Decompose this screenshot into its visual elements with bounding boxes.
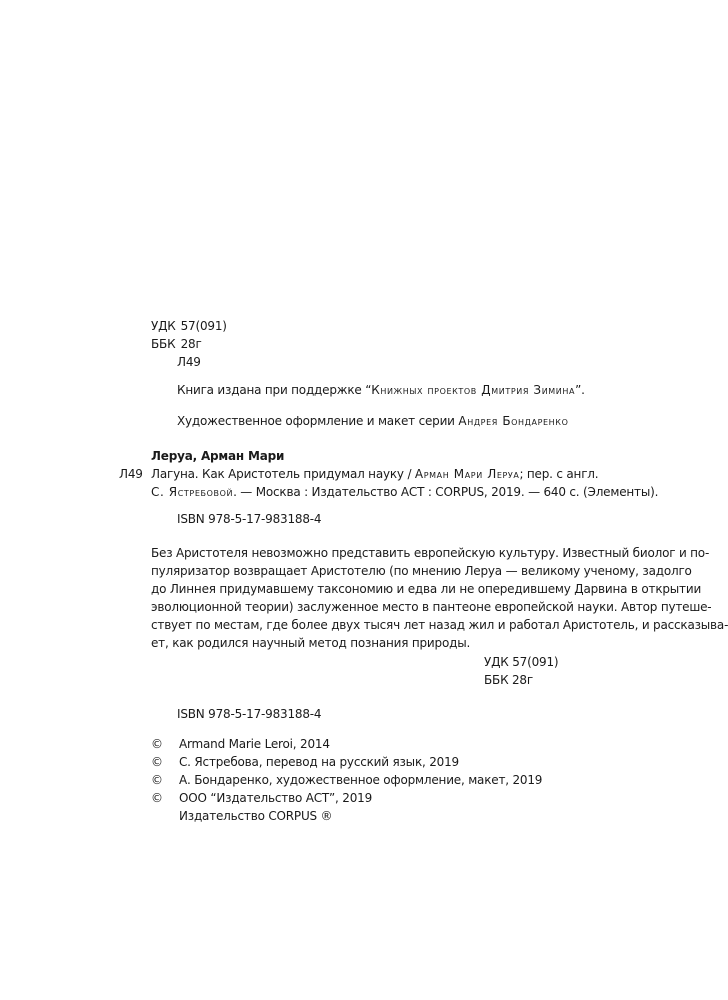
udk-label: УДК [151, 319, 176, 333]
abstract-line: эволюционной теории) заслуженное место в пантеоне европейской науки. Автор путеше- [151, 600, 712, 614]
copyright-line [151, 772, 571, 788]
bib-imprint: . — Москва : Издательство АСТ : CORPUS, 2019. — 640 с. (Элементы). [233, 485, 659, 499]
copyright-line [151, 754, 571, 770]
udk-value: 57(091) [180, 319, 227, 333]
design-note-name: Андрея Бондаренко [458, 414, 569, 428]
udk-line [151, 318, 227, 334]
author-mark-top: Л49 [177, 355, 201, 369]
bib-translation: ; пер. с англ. [519, 467, 599, 481]
bib-title: Лагуна. Как Аристотель придумал науку / [151, 467, 415, 481]
bib-author: Арман Мари Леруа [414, 467, 520, 481]
isbn-top: ISBN 978-5-17-983188-4 [177, 512, 322, 526]
isbn-bottom: ISBN 978-5-17-983188-4 [177, 707, 322, 721]
support-note [177, 382, 585, 398]
copyright-text: А. Бондаренко, художественное оформление, макет, 2019 [179, 773, 543, 787]
support-note-suffix: ”. [575, 383, 585, 397]
copyright-symbol: © [151, 791, 163, 805]
copyright-symbol: © [151, 773, 163, 787]
udk-right: УДК 57(091) [484, 655, 559, 669]
bib-translator: С. Ястребовой [151, 485, 234, 499]
copyright-line [151, 790, 571, 806]
copyright-line [151, 736, 571, 752]
copyright-symbol: © [151, 737, 163, 751]
copyright-text: ООО “Издательство АСТ”, 2019 [179, 791, 373, 805]
support-note-prefix: Книга издана при поддержке “ [177, 383, 372, 397]
copyright-text: Armand Marie Leroi, 2014 [179, 737, 330, 751]
author-heading: Леруа, Арман Мари [151, 449, 285, 463]
abstract-line: пуляризатор возвращает Аристотелю (по мнению Леруа — великому ученому, задолго [151, 564, 692, 578]
abstract-line: до Линнея придумавшему таксономию и едва ли не опередившему Дарвина в открытии [151, 582, 702, 596]
design-note [177, 413, 568, 429]
bbk-value: 28г [180, 337, 202, 351]
design-note-prefix: Художественное оформление и макет серии [177, 414, 459, 428]
bib-line-2 [151, 484, 658, 500]
copyright-text: С. Ястребова, перевод на русский язык, 2019 [179, 755, 459, 769]
abstract-line: Без Аристотеля невозможно представить европейскую культуру. Известный биолог и по- [151, 546, 710, 560]
abstract-line: ет, как родился научный метод познания природы. [151, 636, 471, 650]
bib-line-1 [151, 466, 598, 482]
bbk-label: ББК [151, 337, 176, 351]
bbk-line [151, 336, 202, 352]
support-note-name: Книжных проектов Дмитрия Зимина [371, 383, 576, 397]
copyright-symbol: © [151, 755, 163, 769]
bbk-right: ББК 28г [484, 673, 533, 687]
publisher-mark: Издательство CORPUS ® [179, 809, 333, 823]
abstract [151, 544, 728, 652]
margin-mark: Л49 [119, 467, 143, 481]
abstract-line: ствует по местам, где более двух тысяч лет назад жил и работал Аристотель, и рассказыва- [151, 618, 728, 632]
